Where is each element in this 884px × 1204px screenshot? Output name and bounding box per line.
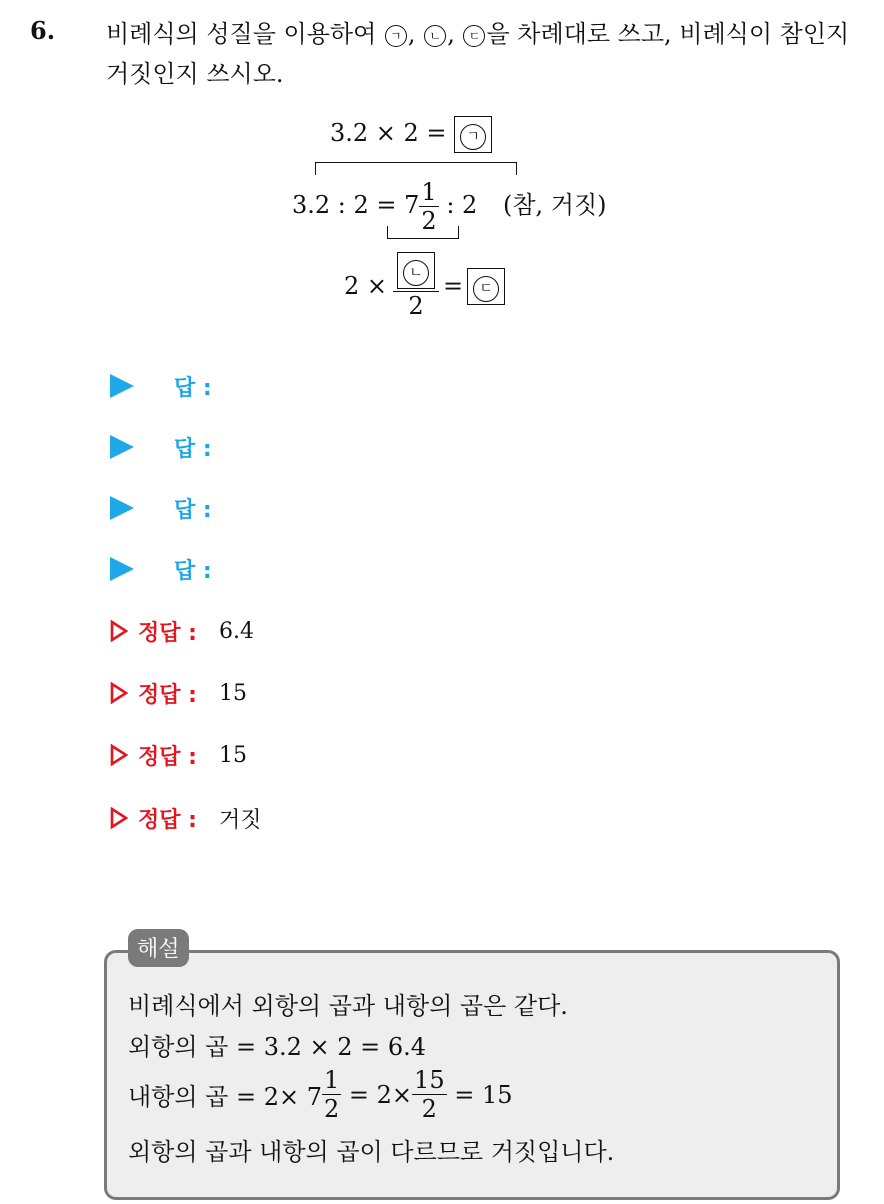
answer-label: 답 : (174, 375, 212, 401)
diagram-line1 (330, 116, 492, 153)
explanation-fraction-1 (322, 1066, 341, 1123)
outline-triangle-icon (110, 682, 128, 704)
box-mark-c: ㄷ (473, 276, 499, 302)
play-triangle-icon (110, 496, 134, 520)
line3-den: 2 (393, 291, 439, 320)
correct-value: 15 (218, 680, 247, 706)
line3-fraction (393, 252, 439, 320)
answer-row-4[interactable] (110, 549, 212, 589)
outline-triangle-icon (110, 807, 128, 829)
correct-row-2 (110, 673, 247, 713)
correct-row-3 (110, 735, 247, 775)
explanation-line-3 (128, 1066, 513, 1123)
exp-f1-num: 1 (324, 1066, 340, 1094)
diagram-line3 (344, 252, 505, 320)
explanation-tag: 해설 (128, 929, 189, 967)
exp-f2-num: 15 (414, 1066, 445, 1094)
explanation-line-4: 외항의 곱과 내항의 곱이 다르므로 거짓입니다. (128, 1138, 615, 1166)
explanation-line-2: 외항의 곱 = 3.2 × 2 = 6.4 (128, 1033, 427, 1061)
question-text-after: 을 차례대로 쓰고, 비례식이 참인지 거짓인지 쓰시오. (106, 20, 850, 88)
box-mark-b: ㄴ (403, 260, 429, 286)
line3-text-mid: = 2× (341, 1080, 413, 1109)
exp-f2-den: 2 (412, 1094, 447, 1123)
outline-triangle-icon (110, 744, 128, 766)
circled-mark-a: ㄱ (385, 25, 407, 47)
answer-row-1[interactable] (110, 366, 212, 406)
correct-label: 정답 : (138, 682, 197, 708)
answer-row-2[interactable] (110, 427, 212, 467)
correct-label: 정답 : (138, 744, 197, 770)
explanation-line-1: 비례식에서 외항의 곱과 내항의 곱은 같다. (128, 992, 568, 1020)
true-false-choice: (참, 거짓) (502, 191, 607, 219)
correct-row-1 (110, 611, 254, 651)
question-sep2: , (447, 20, 455, 48)
proportion-left: 3.2 : 2 = 7 (292, 191, 420, 219)
explanation-fraction-2 (412, 1066, 447, 1123)
outer-terms-bracket (315, 162, 517, 175)
outline-triangle-icon (110, 620, 128, 642)
question-number: 6. (30, 16, 56, 45)
answer-box-b (397, 252, 435, 289)
answer-box-a (454, 116, 492, 153)
frac-num: 1 (421, 178, 437, 206)
play-triangle-icon (110, 374, 134, 398)
play-triangle-icon (110, 557, 134, 581)
line3-prefix: 2 × (344, 272, 388, 300)
question-sep1: , (407, 20, 416, 48)
box-mark-a: ㄱ (460, 124, 486, 150)
line3-num (393, 252, 439, 291)
correct-row-4 (110, 798, 261, 838)
exp-f1-den: 2 (324, 1095, 340, 1123)
answer-label: 답 : (174, 497, 212, 523)
inner-terms-bracket (387, 226, 459, 239)
answer-box-c (467, 268, 505, 305)
answer-row-3[interactable] (110, 488, 212, 528)
correct-label: 정답 : (138, 620, 197, 646)
line3-equals: = (443, 272, 464, 300)
correct-label: 정답 : (138, 807, 197, 833)
answer-label: 답 : (174, 558, 212, 584)
correct-value: 15 (218, 742, 247, 768)
circled-mark-b: ㄴ (424, 25, 446, 47)
question-text-before: 비례식의 성질을 이용하여 (106, 20, 377, 48)
answer-label: 답 : (174, 436, 212, 462)
line3-text-end: = 15 (446, 1080, 513, 1109)
play-triangle-icon (110, 435, 134, 459)
correct-value: 6.4 (218, 618, 254, 644)
circled-mark-c: ㄷ (463, 25, 485, 47)
frac-den: 2 (421, 207, 437, 235)
line1-prefix: 3.2 × 2 = (330, 119, 447, 147)
question-text (106, 14, 876, 94)
proportion-right: : 2 (446, 191, 478, 219)
correct-value: 거짓 (218, 807, 262, 833)
line3-text-prefix: 내항의 곱 = 2× 7 (128, 1083, 323, 1111)
